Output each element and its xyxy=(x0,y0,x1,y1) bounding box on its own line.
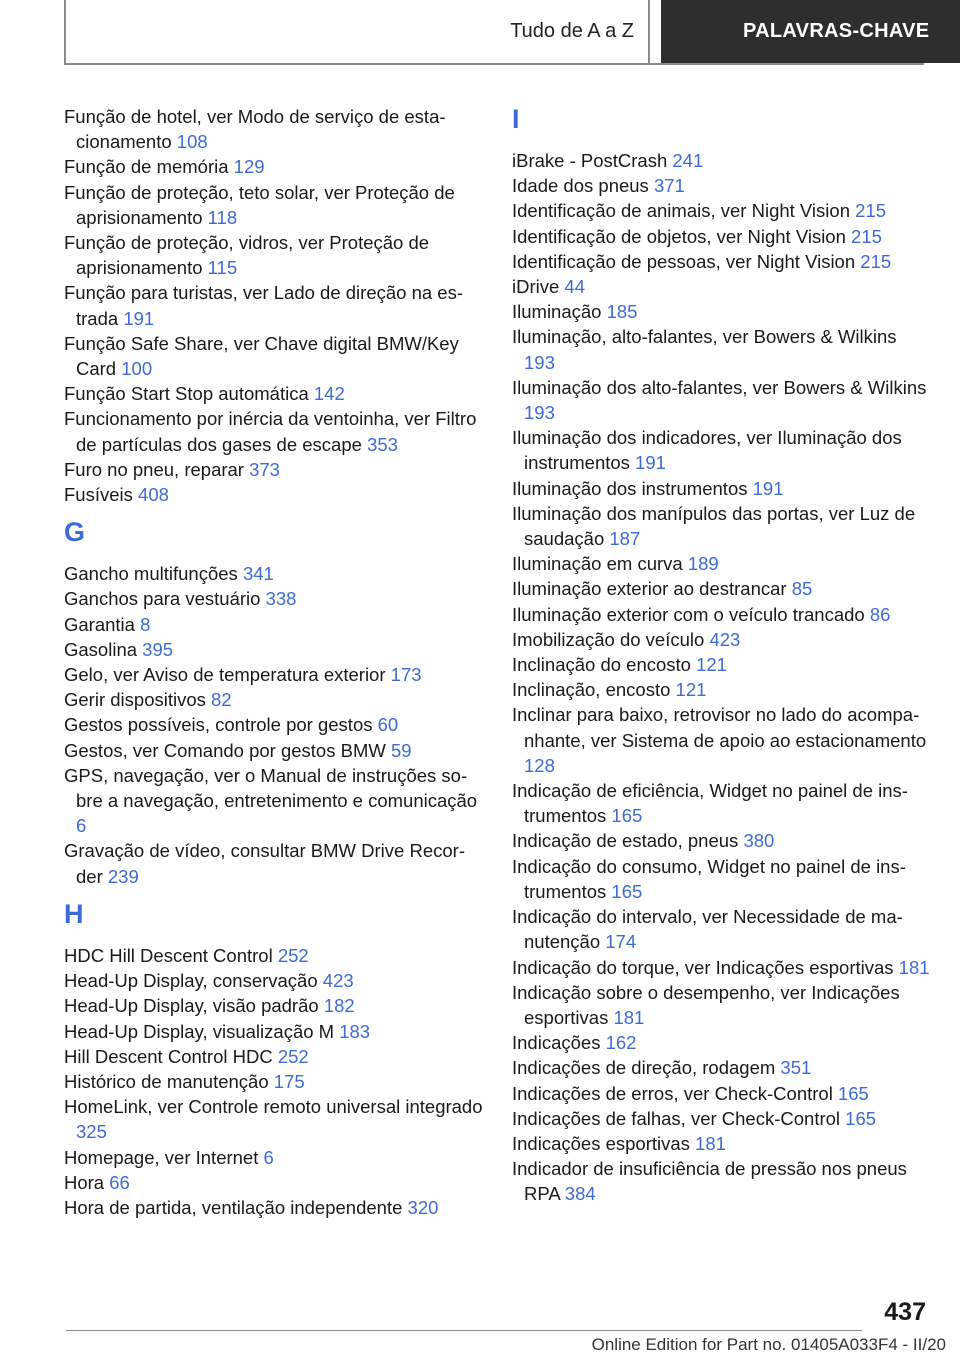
footer-edition: Online Edition for Part no. 01405A033F4 - II/20 xyxy=(591,1335,946,1354)
index-entry-text: Função de hotel, ver Modo de serviço de estacionamento xyxy=(64,106,446,153)
index-entry-text: Identificação de objetos, ver Night Vision xyxy=(512,225,846,247)
index-entry-text: Iluminação dos manípulos das portas, ver Luz de saudação xyxy=(512,502,916,550)
header-rule xyxy=(66,63,924,65)
index-page-link[interactable]: 66 xyxy=(109,1171,130,1193)
index-page-link[interactable]: 8 xyxy=(140,613,151,635)
index-entry xyxy=(512,627,932,652)
index-entry-text: Inclinação do encosto xyxy=(512,654,691,676)
index-entry xyxy=(512,955,932,980)
index-entry-text: Indicações de erros, ver Check-Control xyxy=(512,1082,833,1104)
index-entry-text: Histórico de manutenção xyxy=(64,1070,269,1092)
index-entry xyxy=(64,738,484,763)
index-entry-text: Idade dos pneus xyxy=(512,175,649,197)
index-entry xyxy=(512,854,932,904)
index-entry xyxy=(64,993,484,1018)
index-page-link[interactable]: 187 xyxy=(609,528,641,550)
index-page-link[interactable]: 44 xyxy=(564,276,585,298)
index-entry xyxy=(64,968,484,993)
index-page-link[interactable]: 82 xyxy=(211,689,232,711)
index-entry xyxy=(64,712,484,737)
index-entry xyxy=(512,375,932,425)
index-page-link[interactable]: 181 xyxy=(695,1132,726,1154)
index-entry xyxy=(64,687,484,712)
index-entry xyxy=(64,612,484,637)
index-page-link[interactable]: 191 xyxy=(752,477,784,499)
index-entry-text: Inclinar para baixo, retrovisor no lado do acompanhante, ver Sistema de apoio ao estacionamento xyxy=(512,704,927,751)
index-page-link[interactable]: 165 xyxy=(845,1107,877,1129)
index-page-link[interactable]: 6 xyxy=(76,815,87,837)
index-entry xyxy=(64,154,484,179)
index-entry-text: Indicação do torque, ver Indicações esportivas xyxy=(512,956,894,978)
index-entry-text: Garantia xyxy=(64,613,135,635)
index-entry-text: GPS, navegação, ver o Manual de instruções sobre a navegação, entretenimento e comunicação xyxy=(64,764,478,812)
index-page-link[interactable]: 183 xyxy=(339,1020,371,1042)
index-page-link[interactable]: 182 xyxy=(323,995,355,1017)
index-entry-text: Gancho multifunções xyxy=(64,563,238,585)
index-entry-text: Função de proteção, teto solar, ver Proteção de aprisionamento xyxy=(64,181,455,228)
index-entry-text: Iluminação dos instrumentos xyxy=(512,477,748,499)
index-page-link[interactable]: 371 xyxy=(653,175,685,197)
index-entry xyxy=(64,637,484,662)
index-entry xyxy=(512,652,932,677)
index-page-link[interactable]: 59 xyxy=(390,739,412,761)
index-entry-text: Iluminação em curva xyxy=(512,553,683,575)
header-tab-keywords: PALAVRAS-CHAVE xyxy=(661,0,960,63)
index-page-link[interactable]: 142 xyxy=(313,383,345,405)
index-page-link[interactable]: 174 xyxy=(605,931,637,953)
index-page-link[interactable]: 423 xyxy=(322,970,354,992)
header-divider xyxy=(648,0,650,65)
index-page-link[interactable]: 165 xyxy=(611,880,643,902)
index-entry-text: Iluminação dos indicadores, ver Iluminação dos instrumentos xyxy=(512,427,902,474)
index-entry xyxy=(512,198,932,223)
index-page-link[interactable]: 181 xyxy=(898,956,930,978)
index-entry xyxy=(512,476,932,501)
index-entry xyxy=(64,561,484,586)
index-entry xyxy=(512,274,932,299)
index-entry xyxy=(512,324,932,374)
index-letter-heading: G xyxy=(64,517,86,548)
index-page-link[interactable]: 85 xyxy=(791,578,813,600)
index-entry xyxy=(512,702,932,778)
index-page-link[interactable]: 6 xyxy=(263,1146,274,1168)
index-entry-text: Indicação sobre o desempenho, ver Indicações esportivas xyxy=(512,981,900,1028)
index-page-link[interactable]: 384 xyxy=(564,1183,596,1205)
index-entry xyxy=(64,280,484,330)
index-page-link[interactable]: 128 xyxy=(524,754,555,776)
index-page-link[interactable]: 408 xyxy=(138,484,169,506)
index-page-link[interactable]: 252 xyxy=(277,1045,309,1067)
index-page-link[interactable]: 118 xyxy=(207,206,238,228)
index-entry xyxy=(512,677,932,702)
index-entry xyxy=(64,1094,484,1144)
index-entry-text: Indicação do intervalo, ver Necessidade de manutenção xyxy=(512,906,903,953)
index-entry xyxy=(64,1019,484,1044)
index-entry xyxy=(512,224,932,249)
index-entry xyxy=(512,576,932,601)
index-entry xyxy=(512,148,932,173)
index-entry xyxy=(512,501,932,551)
index-entry-text: Furo no pneu, reparar xyxy=(64,458,244,480)
index-entry-text: Iluminação exterior ao destrancar xyxy=(512,578,787,600)
index-letter-heading: I xyxy=(512,104,520,134)
index-page-link[interactable]: 175 xyxy=(273,1070,305,1092)
index-entry-text: Head-Up Display, visão padrão xyxy=(64,995,319,1017)
index-entry-text: Indicação de eficiência, Widget no painel de instrumentos xyxy=(512,780,908,827)
index-entry xyxy=(512,904,932,954)
index-entry xyxy=(64,1044,484,1069)
index-page-link[interactable]: 338 xyxy=(265,588,297,610)
index-entry xyxy=(512,602,932,627)
index-page-link[interactable]: 165 xyxy=(611,805,643,827)
index-page-link[interactable]: 193 xyxy=(524,351,555,373)
index-entry-text: Ganchos para vestuário xyxy=(64,588,261,610)
index-entry-text: Gelo, ver Aviso de temperatura exterior xyxy=(64,664,386,686)
index-page-link[interactable]: 189 xyxy=(687,553,719,575)
index-page-link[interactable]: 115 xyxy=(207,257,238,279)
index-entry xyxy=(512,1055,932,1080)
index-entry-text: Iluminação, alto-falantes, ver Bowers & Wilkins xyxy=(512,326,897,348)
index-entry-text: Hill Descent Control HDC xyxy=(64,1045,273,1067)
index-page-link[interactable]: 108 xyxy=(176,131,208,153)
index-entry xyxy=(64,381,484,406)
index-page-link[interactable]: 191 xyxy=(123,307,155,329)
index-page-link[interactable]: 165 xyxy=(837,1082,869,1104)
index-page-link[interactable]: 191 xyxy=(635,452,666,474)
index-entry-text: Função para turistas, ver Lado de direção na estrada xyxy=(64,282,464,329)
index-entry-text: Iluminação dos alto-falantes, ver Bowers & Wilkins xyxy=(512,376,927,398)
index-page-link[interactable]: 241 xyxy=(672,150,704,171)
index-page-link[interactable]: 193 xyxy=(524,402,555,424)
index-entry-text: Função de memória xyxy=(64,156,229,178)
index-entry-text: Indicações esportivas xyxy=(512,1132,690,1154)
index-entry-text: Imobilização do veículo xyxy=(512,628,705,650)
index-entry-text: Gasolina xyxy=(64,638,138,660)
index-entry xyxy=(64,763,484,839)
index-entry-text: Indicações de falhas, ver Check-Control xyxy=(512,1107,841,1129)
page-number: 437 xyxy=(884,1298,926,1326)
index-entry-text: iDrive xyxy=(512,276,560,298)
footer-rule xyxy=(66,1330,862,1331)
index-entry xyxy=(64,586,484,611)
index-page-link[interactable]: 423 xyxy=(709,628,741,650)
index-page-link[interactable]: 121 xyxy=(696,654,727,676)
index-entry xyxy=(64,180,484,230)
index-page-link[interactable]: 239 xyxy=(107,865,139,887)
index-page-link[interactable]: 181 xyxy=(613,1006,645,1028)
index-entry xyxy=(64,230,484,280)
index-entry xyxy=(64,482,484,507)
index-entry xyxy=(64,662,484,687)
index-page-link[interactable]: 121 xyxy=(675,679,707,701)
index-entry-text: Identificação de pessoas, ver Night Vision xyxy=(512,250,856,272)
index-entry-text: Funcionamento por inércia da ventoinha, ver Filtro de partículas dos gases de escape xyxy=(64,408,477,455)
index-page-link[interactable]: 353 xyxy=(367,433,398,455)
index-page-link[interactable]: 373 xyxy=(249,458,280,480)
index-page-link[interactable]: 252 xyxy=(277,944,309,966)
index-page-link[interactable]: 380 xyxy=(743,830,775,852)
index-page-link[interactable]: 325 xyxy=(76,1121,107,1143)
index-entry-text: Fusíveis xyxy=(64,484,133,506)
index-entry xyxy=(64,943,484,968)
index-entry xyxy=(512,980,932,1030)
index-entry-text: Hora de partida, ventilação independente xyxy=(64,1196,403,1218)
index-entry-text: Gestos possíveis, controle por gestos xyxy=(64,714,373,736)
index-entry-text: Indicação de estado, pneus xyxy=(512,830,739,852)
index-entry-text: Gerir dispositivos xyxy=(64,689,206,711)
index-entry xyxy=(64,1069,484,1094)
index-column-left xyxy=(64,104,484,1220)
index-page-link[interactable]: 162 xyxy=(605,1032,637,1054)
index-page-link[interactable]: 129 xyxy=(233,156,265,178)
index-entry-text: Head-Up Display, conservação xyxy=(64,970,318,992)
index-entry xyxy=(64,1195,484,1220)
index-page-link[interactable]: 395 xyxy=(142,638,174,660)
index-entry xyxy=(64,104,484,154)
index-entry-text: Indicador de insuficiência de pressão nos pneus RPA xyxy=(512,1158,907,1205)
index-entry-text: Indicações de direção, rodagem xyxy=(512,1057,776,1079)
index-entry xyxy=(512,249,932,274)
index-entry-text: Hora xyxy=(64,1171,105,1193)
index-entry-text: iBrake - PostCrash xyxy=(512,150,668,171)
index-entry xyxy=(512,828,932,853)
index-entry-text: Iluminação exterior com o veículo trancado xyxy=(512,603,865,625)
index-page-link[interactable]: 100 xyxy=(121,358,153,380)
index-entry xyxy=(512,551,932,576)
index-entry-text: Identificação de animais, ver Night Vision xyxy=(512,200,850,222)
index-page-link[interactable]: 215 xyxy=(860,250,892,272)
index-page-link[interactable]: 215 xyxy=(851,225,882,247)
index-entry xyxy=(512,1131,932,1156)
index-entry xyxy=(512,778,932,828)
index-entry xyxy=(64,838,484,888)
index-entry xyxy=(512,425,932,475)
index-page-link[interactable]: 60 xyxy=(377,714,399,736)
index-entry-text: Função Start Stop automática xyxy=(64,383,309,405)
index-entry xyxy=(64,406,484,456)
index-entry-text: HDC Hill Descent Control xyxy=(64,944,273,966)
index-entry xyxy=(512,1030,932,1055)
index-page-link[interactable]: 215 xyxy=(855,200,886,222)
index-entry-text: Gravação de vídeo, consultar BMW Drive Recorder xyxy=(64,840,465,887)
index-page-link[interactable]: 86 xyxy=(869,603,891,625)
header-section-title: Tudo de A a Z xyxy=(510,20,634,42)
index-entry xyxy=(64,1170,484,1195)
index-entry-text: Função de proteção, vidros, ver Proteção de aprisionamento xyxy=(64,232,430,279)
index-page-link[interactable]: 185 xyxy=(606,301,638,323)
index-page-link[interactable]: 320 xyxy=(407,1196,439,1218)
index-entry xyxy=(512,173,932,198)
index-entry-text: HomeLink, ver Controle remoto universal integrado xyxy=(64,1096,483,1118)
index-entry-text: Gestos, ver Comando por gestos BMW xyxy=(64,739,386,761)
index-entry xyxy=(512,1156,932,1206)
index-entry xyxy=(64,331,484,381)
index-entry-text: Homepage, ver Internet xyxy=(64,1146,259,1168)
index-column-right xyxy=(512,104,932,1207)
index-entry-text: Indicação do consumo, Widget no painel de instrumentos xyxy=(512,855,906,902)
index-entry xyxy=(512,299,932,324)
index-entry-text: Iluminação xyxy=(512,301,602,323)
index-entry xyxy=(64,457,484,482)
index-page-link[interactable]: 173 xyxy=(390,664,422,686)
index-page-link[interactable]: 351 xyxy=(780,1057,812,1079)
index-entry xyxy=(512,1081,932,1106)
index-page-link[interactable]: 341 xyxy=(242,563,274,585)
index-entry-text: Indicações xyxy=(512,1032,601,1054)
index-entry xyxy=(64,1145,484,1170)
index-entry-text: Função Safe Share, ver Chave digital BMW/Key Card xyxy=(64,332,459,380)
index-entry-text: Inclinação, encosto xyxy=(512,679,671,701)
index-entry xyxy=(512,1106,932,1131)
index-letter-heading: H xyxy=(64,898,84,929)
index-entry-text: Head-Up Display, visualização M xyxy=(64,1020,335,1042)
